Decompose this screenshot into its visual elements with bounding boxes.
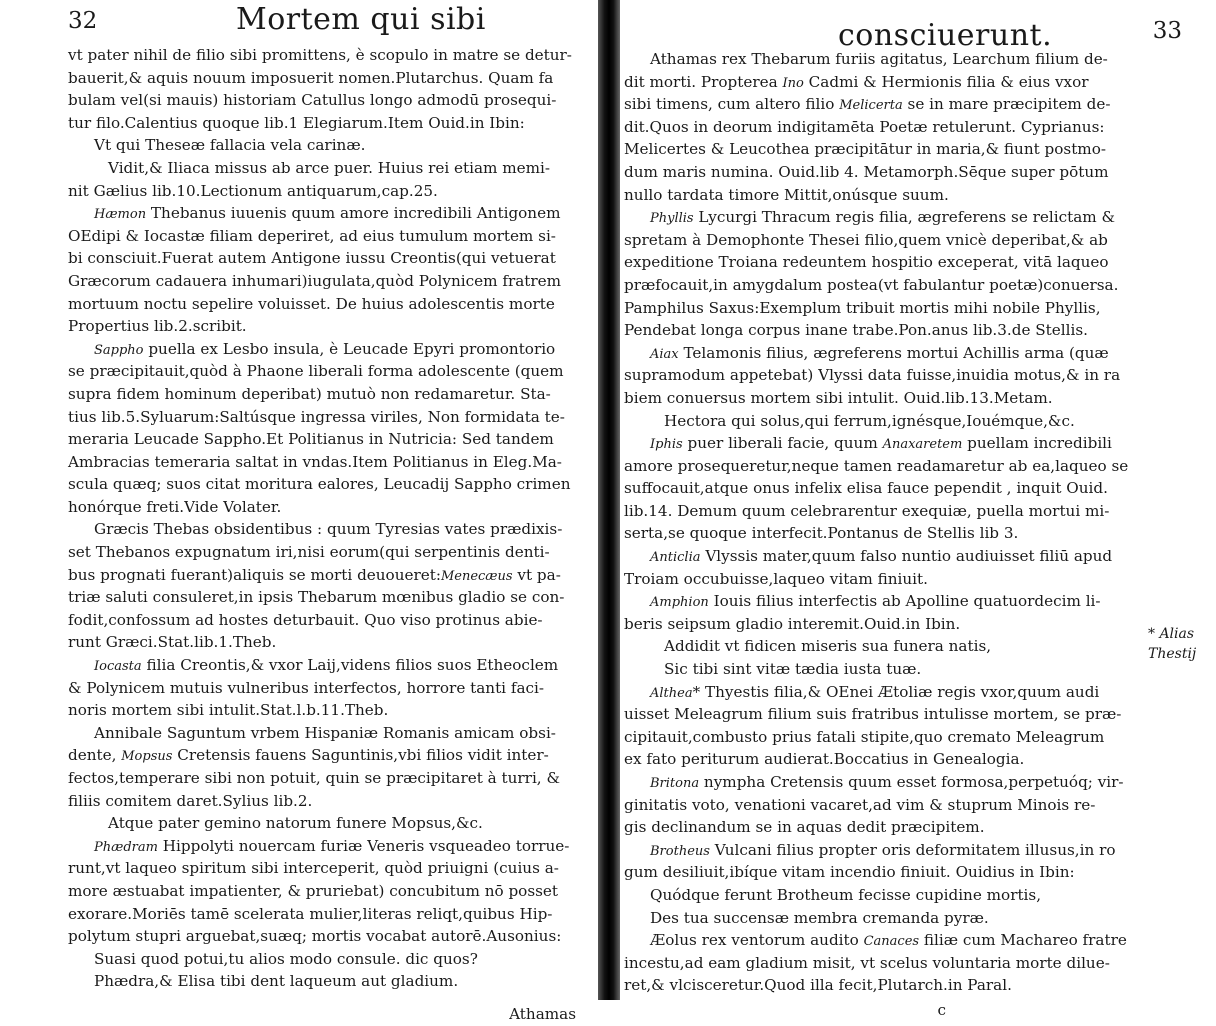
line-text: dum maris numina. Ouid.lib 4. Metamorph.Sēque super pōtum <box>624 162 1109 181</box>
line-text: expeditione Troiana redeuntem hospitio exceperat, vitā laqueo <box>624 253 1109 272</box>
text-line <box>68 89 596 112</box>
text-line <box>624 251 1109 274</box>
line-text: vt pa- <box>512 565 561 584</box>
text-line <box>68 835 596 858</box>
text-line <box>624 884 1096 907</box>
proper-name: Iocasta <box>94 659 142 675</box>
line-text: polytum stupri arguebat,suæq; mortis vocabat autorē.Ausonius: <box>68 927 562 946</box>
line-text: Melicertes & Leucothea præcipitātur in maria,& fiunt postmo- <box>624 140 1106 159</box>
text-line <box>624 138 1106 161</box>
text-line <box>68 338 596 361</box>
text-line <box>68 315 596 338</box>
text-line <box>624 568 1096 591</box>
text-line <box>68 903 596 926</box>
line-text: Cadmi & Hermionis filia & eius vxor <box>803 72 1089 91</box>
text-line <box>624 297 1101 320</box>
line-text: Addidit vt fidicen miseris sua funera natis, <box>664 637 992 656</box>
text-line <box>68 293 596 316</box>
line-text: runt,vt laqueo spiritum sibi interceperit, quòd priuigni (cuius a- <box>68 859 559 878</box>
right-page <box>620 0 1216 1019</box>
text-line <box>68 790 596 813</box>
line-text: puer liberali facie, quum <box>682 434 883 453</box>
line-text: tur filo.Calentius quoque lib.1 Elegiarum.Item Ouid.in Ibin: <box>68 113 525 132</box>
text-line <box>68 609 596 632</box>
line-text: Troiam occubuisse,laqueo vitam finiuit. <box>624 569 928 588</box>
line-text: serta,se quoque interfecit.Pontanus de Stellis lib 3. <box>624 524 1019 543</box>
line-text: scula quæq; suos citat moritura ealores, Leucadij Sappho crimen <box>68 475 571 494</box>
line-text: beris seipsum gladio interemit.Ouid.in Ibin. <box>624 614 961 633</box>
proper-name: Canaces <box>863 934 920 950</box>
line-text: Phædra,& Elisa tibi dent laqueum aut gladium. <box>94 972 459 991</box>
line-text: se præcipitauit,quòd à Phaone liberali forma adolescente (quem <box>68 362 564 381</box>
text-line <box>68 586 596 609</box>
text-line <box>68 722 596 745</box>
text-line <box>624 184 1096 207</box>
line-text: bulam vel(si mauis) historiam Catullus longo admodū prosequi- <box>68 91 557 110</box>
line-text: fodit,confossum ad hostes deturbauit. Quo viso protinus abie- <box>68 610 543 629</box>
line-text: bi consciuit.Fuerat autem Antigone iussu Creontis(qui vetuerat <box>68 249 556 268</box>
text-line <box>624 726 1105 749</box>
page-number-left: 32 <box>68 8 98 34</box>
page-number-right: 33 <box>1152 18 1182 44</box>
line-text: ex fato periturum audierat.Boccatius in Genealogia. <box>624 750 1025 769</box>
text-line <box>68 744 596 767</box>
text-line <box>68 406 596 429</box>
proper-name: Menecæus <box>440 568 513 584</box>
line-text: set Thebanos expugnatum iri,nisi eorum(qui serpentinis denti- <box>68 543 550 562</box>
line-text: Quódque ferunt Brotheum fecisse cupidine mortis, <box>650 885 1042 904</box>
margin-note <box>1148 624 1216 664</box>
line-text: ret,& vlcisceretur.Quod illa fecit,Plutarch.in Paral. <box>624 976 1012 995</box>
margin-note-line: Thestij <box>1148 646 1197 662</box>
text-line <box>68 496 596 519</box>
line-text: nympha Cretensis quum esset formosa,perpetuóq; vir- <box>699 773 1124 791</box>
line-text: filiis comitem daret.Sylius lib.2. <box>68 791 313 810</box>
text-line <box>624 839 1116 862</box>
text-line <box>68 44 596 67</box>
text-line <box>68 451 596 474</box>
text-line <box>68 157 596 180</box>
text-line <box>68 360 596 383</box>
line-text: Pendebat longa corpus inane trabe.Pon.anus lib.3.de Stellis. <box>624 321 1088 340</box>
left-page-text-block <box>68 44 596 1026</box>
text-line <box>68 225 596 248</box>
text-line <box>624 816 1096 839</box>
text-line <box>624 206 1116 229</box>
text-line <box>624 635 1096 658</box>
proper-name: Anticlia <box>650 550 701 566</box>
line-text: biem conuersus mortem sibi intulit. Ouid.lib.13.Metam. <box>624 388 1053 407</box>
text-line <box>624 319 1096 342</box>
proper-name: Phyllis <box>650 211 694 227</box>
line-text: Hippolyti nouercam furiæ Veneris vsqueadeo torrue- <box>157 836 570 855</box>
text-line <box>68 925 596 948</box>
text-line <box>624 71 1096 94</box>
text-line <box>68 948 596 971</box>
text-line <box>624 929 1127 952</box>
proper-name: Melicerta <box>839 98 903 114</box>
text-line <box>624 703 1122 726</box>
line-text: præfocauit,in amygdalum postea(vt fabulantur poetæ)conuersa. <box>624 275 1119 294</box>
text-line <box>68 112 596 135</box>
line-text: ginitatis voto, venationi vacaret,ad vim & stuprum Minois re- <box>624 795 1096 814</box>
line-text: meraria Leucade Sappho.Et Politianus in Nutricia: Sed tandem <box>68 430 554 449</box>
proper-name: Hæmon <box>94 207 147 223</box>
line-text: & Polynicem mutuis vulneribus interfectos, horrore tanti faci- <box>68 678 545 697</box>
line-text: vt pater nihil de filio sibi promittens, è scopulo in matre se detur- <box>68 46 572 64</box>
line-text: Hectora qui solus,qui ferrum,ignésque,Iouémque,&c. <box>664 411 1075 430</box>
text-line <box>624 590 1101 613</box>
line-text: Æolus rex ventorum audito <box>650 931 864 950</box>
line-text: supramodum appetebat) Vlyssi data fuisse,inuidia motus,& in ra <box>624 366 1121 385</box>
text-line <box>68 67 596 90</box>
proper-name: Ino <box>782 75 804 91</box>
line-text: runt Græci.Stat.lib.1.Theb. <box>68 633 277 652</box>
line-text: mortuum noctu sepelire voluisset. De huius adolescentis morte <box>68 294 555 313</box>
proper-name: Anaxaretem <box>882 437 963 453</box>
line-text: Thebanus iuuenis quum amore incredibili Antigonem <box>146 204 561 223</box>
text-line <box>68 473 596 496</box>
line-text: spretam à Demophonte Thesei filio,quem vnicè deperibat,& ab <box>624 230 1108 249</box>
text-line <box>624 477 1108 500</box>
line-text: * Thyestis filia,& OEnei Ætoliæ regis vxor,quum audi <box>692 682 1100 701</box>
line-text: filia Creontis,& vxor Laij,videns filios suos Etheoclem <box>141 656 559 675</box>
proper-name: Brotheus <box>650 843 710 859</box>
proper-name: Sappho <box>94 342 144 358</box>
line-text: amore prosequeretur,neque tamen readamaretur ab ea,laqueo se <box>624 456 1129 475</box>
text-line <box>68 428 596 451</box>
line-text: exorare.Moriēs tamē scelerata mulier,literas reliqt,quibus Hip- <box>68 904 553 923</box>
line-text: fectos,temperare sibi non potuit, quin se præcipitaret à turri, & <box>68 769 560 787</box>
right-page-header <box>620 0 1216 53</box>
line-text: Vlyssis mater,quum falso nuntio audiuisset filiū apud <box>700 547 1113 566</box>
line-text: Vulcani filius propter oris deformitatem illusus,in ro <box>709 840 1116 859</box>
text-line <box>68 880 596 903</box>
text-line <box>68 383 596 406</box>
line-text: bus prognati fuerant)aliquis se morti deuoueret: <box>68 565 441 584</box>
text-line <box>68 812 596 835</box>
line-text: dente, <box>68 746 122 765</box>
text-line <box>624 364 1121 387</box>
margin-note-line: * Alias <box>1148 626 1195 642</box>
line-text: Vt qui Theseæ fallacia vela carinæ. <box>94 136 366 155</box>
line-text: honórque freti.Vide Volater. <box>68 497 282 516</box>
line-text: Iouis filius interfectis ab Apolline quatuordecim li- <box>708 592 1101 611</box>
line-text: Pamphilus Saxus:Exemplum tribuit mortis mihi nobile Phyllis, <box>624 298 1101 317</box>
text-line <box>68 631 596 654</box>
catchword: Athamas <box>509 1004 576 1023</box>
text-line <box>68 699 596 722</box>
running-head-left: Mortem qui sibi <box>236 2 486 37</box>
line-text: gum desiliuit,ibíque vitam incendio finiuit. Ouidius in Ibin: <box>624 863 1075 882</box>
line-text: Atque pater gemino natorum funere Mopsus,&c. <box>108 814 483 833</box>
line-text: se in mare præcipitem de- <box>902 95 1111 114</box>
text-line <box>68 270 596 293</box>
left-page-header <box>0 0 598 42</box>
line-text: Telamonis filius, ægreferens mortui Achillis arma (quæ <box>678 343 1109 362</box>
line-text: Græcis Thebas obsidentibus : quum Tyresias vates prædixis- <box>94 520 563 539</box>
book-gutter <box>598 0 620 1000</box>
text-line <box>68 541 596 564</box>
text-line <box>624 161 1109 184</box>
proper-name: Iphis <box>650 437 683 453</box>
running-head-right: consciuerunt. <box>838 18 1053 53</box>
line-text: filiæ cum Machareo fratre <box>919 931 1127 950</box>
text-line <box>624 410 1096 433</box>
text-line <box>624 681 1100 704</box>
line-text: incestu,ad eam gladium misit, vt scelus voluntaria morte dilue- <box>624 953 1110 972</box>
line-text: Athamas rex Thebarum furiis agitatus, Learchum filium de- <box>650 50 1108 68</box>
signature-mark: c <box>937 1000 946 1019</box>
text-line <box>624 952 1110 975</box>
proper-name: Amphion <box>650 595 709 611</box>
line-text: Suasi quod potui,tu alios modo consule. dic quos? <box>94 949 478 968</box>
text-line <box>624 116 1105 139</box>
text-line <box>624 748 1096 771</box>
text-line <box>68 134 596 157</box>
line-text: dit morti. Propterea <box>624 72 783 91</box>
text-line <box>624 48 1108 71</box>
line-text: sibi timens, cum altero filio <box>624 95 840 114</box>
text-line <box>624 274 1119 297</box>
proper-name: Althea <box>650 685 693 701</box>
text-line <box>624 342 1109 365</box>
line-text: puella ex Lesbo insula, è Leucade Epyri promontorio <box>143 339 556 358</box>
line-text: nit Gælius lib.10.Lectionum antiquarum,cap.25. <box>68 181 438 200</box>
text-line <box>68 857 596 880</box>
line-text: supra fidem hominum deperibat) mutuò non redamaretur. Sta- <box>68 384 551 403</box>
text-line <box>624 229 1108 252</box>
line-text: OEdipi & Iocastæ filiam deperiret, ad eius tumulum mortem si- <box>68 226 556 245</box>
text-line <box>624 613 1096 636</box>
text-line <box>68 677 596 700</box>
line-text: Propertius lib.2.scribit. <box>68 317 247 336</box>
text-line <box>624 974 1096 997</box>
text-line <box>624 861 1096 884</box>
proper-name: Phædram <box>94 839 158 855</box>
line-text: Annibale Saguntum vrbem Hispaniæ Romanis amicam obsi- <box>94 723 556 742</box>
text-line <box>624 907 1096 930</box>
line-text: more æstuabat impatienter, & pruriebat) concubitum nō posset <box>68 881 558 900</box>
text-line <box>624 500 1110 523</box>
text-line <box>68 654 596 677</box>
line-text: lib.14. Demum quum celebrarentur exequiæ, puella mortui mi- <box>624 501 1110 520</box>
text-line <box>68 767 596 790</box>
line-text: Ambracias temeraria saltat in vndas.Item Politianus in Eleg.Ma- <box>68 452 562 471</box>
right-page-text-block <box>624 48 1129 1022</box>
text-line <box>624 545 1113 568</box>
line-text: bauerit,& aquis nouum imposuerit nomen.Plutarchus. Quam fa <box>68 68 554 87</box>
text-line <box>624 455 1129 478</box>
line-text: Lycurgi Thracum regis filia, ægreferens se relictam & <box>693 208 1116 227</box>
line-text: puellam incredibili <box>962 434 1112 453</box>
text-line <box>68 564 596 587</box>
text-line <box>68 970 596 993</box>
line-text: cipitauit,combusto prius fatali stipite,quo cremato Meleagrum <box>624 727 1105 746</box>
line-text: gis declinandum se in aquas dedit præcipitem. <box>624 818 985 837</box>
line-text: uisset Meleagrum filium suis fratribus intulisse mortem, se præ- <box>624 705 1122 724</box>
line-text: suffocauit,atque onus infelix elisa fauce pependit , inquit Ouid. <box>624 479 1108 498</box>
line-text: Græcorum cadauera inhumari)iugulata,quòd Polynicem fratrem <box>68 271 562 290</box>
proper-name: Britona <box>650 776 700 791</box>
text-line <box>624 658 1096 681</box>
line-text: noris mortem sibi intulit.Stat.l.b.11.Theb. <box>68 701 389 720</box>
line-text: nullo tardata timore Mittit,onúsque suum. <box>624 185 949 204</box>
text-line <box>624 522 1096 545</box>
text-line <box>624 794 1096 817</box>
text-line <box>624 93 1111 116</box>
text-line <box>624 432 1112 455</box>
proper-name: Mopsus <box>121 749 173 765</box>
line-text: Cretensis fauens Saguntinis,vbi filios vidit inter- <box>172 746 549 765</box>
line-text: tius lib.5.Syluarum:Saltúsque ingressa viriles, Non formidata te- <box>68 407 565 426</box>
line-text: Des tua succensæ membra cremanda pyræ. <box>650 908 989 927</box>
left-page <box>0 0 598 1023</box>
text-line <box>68 247 596 270</box>
line-text: Sic tibi sint vitæ tædia iusta tuæ. <box>664 660 922 679</box>
proper-name: Aiax <box>650 346 679 362</box>
line-text: triæ saluti consuleret,in ipsis Thebarum mœnibus gladio se con- <box>68 588 565 607</box>
text-line <box>68 518 596 541</box>
text-line <box>624 771 1124 794</box>
line-text: Vidit,& Iliaca missus ab arce puer. Huius rei etiam memi- <box>108 158 551 177</box>
line-text: dit.Quos in deorum indigitamēta Poetæ retulerunt. Cyprianus: <box>624 117 1105 136</box>
text-line <box>624 387 1096 410</box>
text-line <box>68 202 596 225</box>
text-line <box>68 180 596 203</box>
